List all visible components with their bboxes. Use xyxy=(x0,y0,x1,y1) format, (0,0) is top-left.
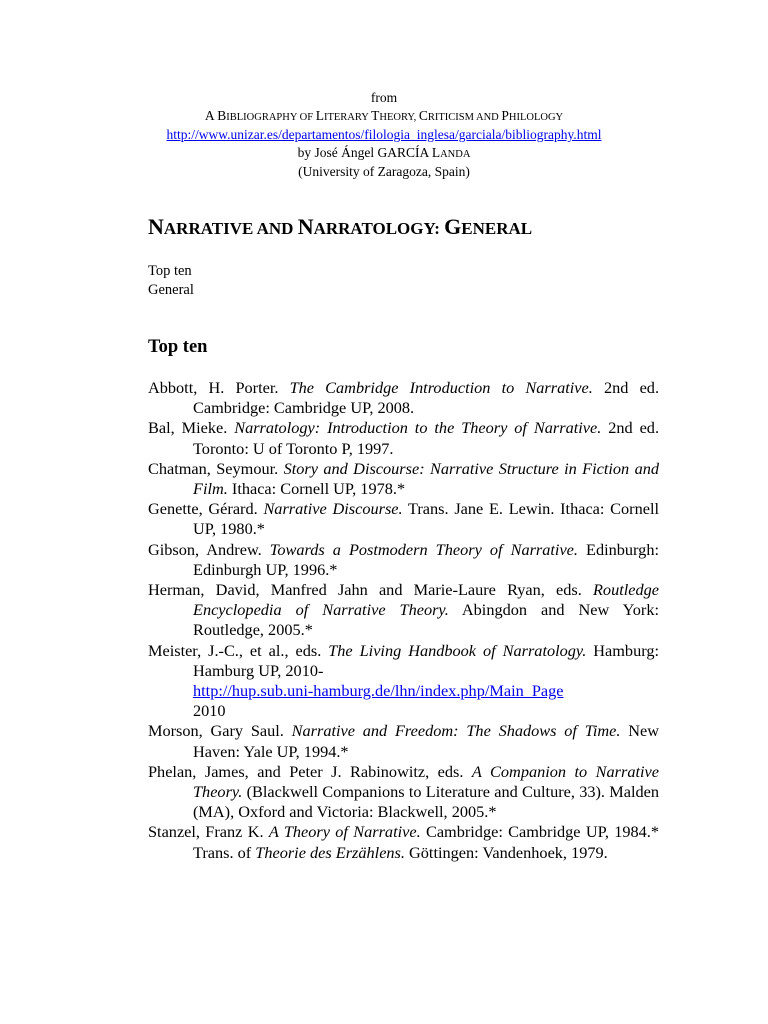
bib-entry-morson: Morson, Gary Saul. Narrative and Freedom: The Shadows of Time. New Haven: Yale UP, 1994.* xyxy=(148,721,660,761)
bib-entry-chatman: Chatman, Seymour. Story and Discourse: Narrative Structure in Fiction and Film. Ithaca: Cornell UP, 1978.* xyxy=(148,458,660,499)
bib-entry-bal: Bal, Mieke. Narratology: Introduction to the Theory of Narrative. 2nd ed. Toronto: U of Toronto P, 1997. xyxy=(148,418,660,458)
bib-entry-genette: Genette, Gérard. Narrative Discourse. Trans. Jane E. Lewin. Ithaca: Cornell UP, 1980.* xyxy=(148,499,659,539)
document-header xyxy=(0,89,768,181)
table-of-contents xyxy=(148,262,194,300)
bibliography-list xyxy=(148,378,659,863)
author-line: by José Ángel GARCÍA LANDA xyxy=(297,144,471,160)
bib-entry-gibson: Gibson, Andrew. Towards a Postmodern Theory of Narrative. Edinburgh: Edinburgh UP, 1996.* xyxy=(148,539,659,579)
bibliography-url-link[interactable]: http://www.unizar.es/departamentos/filologia_inglesa/garciala/bibliography.html xyxy=(166,127,602,142)
lhn-handbook-link[interactable]: http://hup.sub.uni-hamburg.de/lhn/index.php/Main_Page xyxy=(193,681,564,701)
affiliation: (University of Zaragoza, Spain) xyxy=(298,164,470,179)
section-heading-top-ten: Top ten xyxy=(148,337,208,357)
toc-item-top-ten[interactable]: Top ten xyxy=(148,263,192,279)
bibliography-title: A BIBLIOGRAPHY OF LITERARY THEORY, CRITICISM AND PHILOLOGY xyxy=(204,107,564,123)
bib-entry-herman: Herman, David, Manfred Jahn and Marie-Laure Ryan, eds. Routledge Encyclopedia of Narrative Theory. Abingdon and New York: Routledge, 2005.* xyxy=(148,580,659,640)
from-label: from xyxy=(370,90,398,105)
toc-item-general[interactable]: General xyxy=(148,282,194,298)
bib-entry-stanzel: Stanzel, Franz K. A Theory of Narrative. Cambridge: Cambridge UP, 1984.* Trans. of Theorie des Erzählens. Göttingen: Vandenhoek, 1979. xyxy=(148,822,659,862)
bib-entry-phelan: Phelan, James, and Peter J. Rabinowitz, eds. A Companion to Narrative Theory. (Blackwell Companions to Literature and Culture, 33). Malden (MA), Oxford and Victoria: Blackwell, 2005.* xyxy=(148,761,659,822)
bib-entry-abbott: Abbott, H. Porter. The Cambridge Introduction to Narrative. 2nd ed. Cambridge: Cambridge UP, 2008. xyxy=(148,378,660,418)
bib-entry-meister: Meister, J.-C., et al., eds. The Living Handbook of Narratology. Hamburg: Hamburg UP, 2010- http://hup.sub.uni-hamburg.de/lhn/index.php/Main_Page 2010 xyxy=(148,640,660,721)
page-title: NARRATIVE AND NARRATOLOGY: GENERAL xyxy=(148,214,533,239)
